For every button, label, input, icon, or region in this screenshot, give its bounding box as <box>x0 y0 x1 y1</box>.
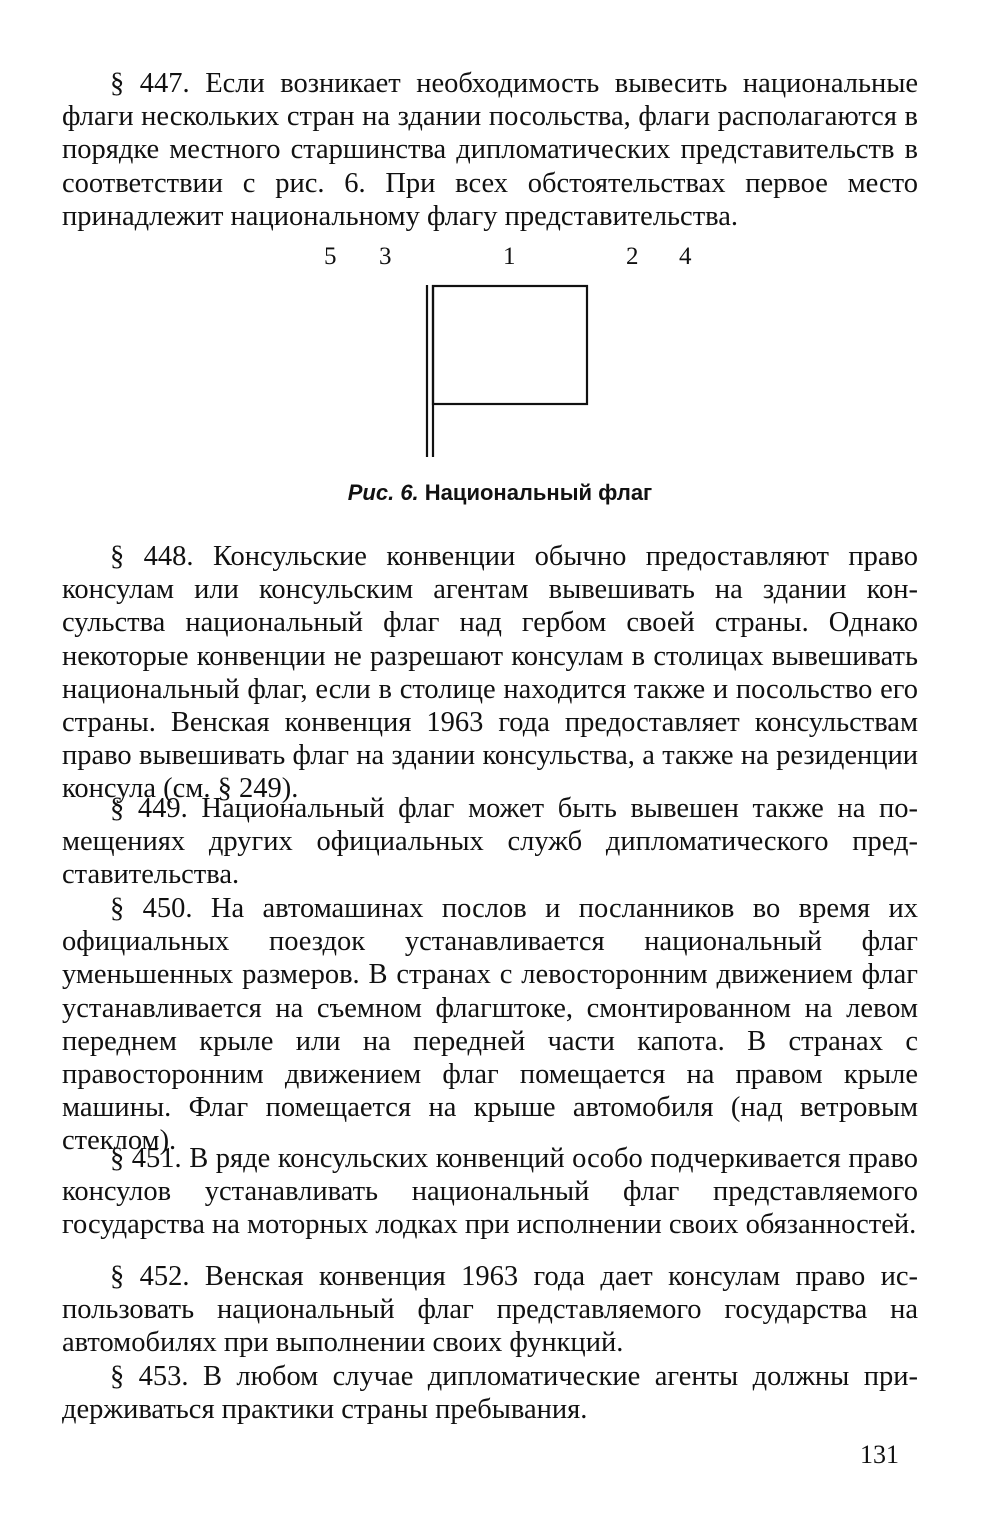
flag-position-3: 3 <box>379 243 392 270</box>
caption-label: Рис. 6. <box>347 480 419 505</box>
flag-position-4: 4 <box>679 243 692 270</box>
paragraph-447: § 447. Если возникает необходимость вывесить национальные флаги нескольких стран на здании посольства, флаги располагаются в порядке местного старшинства дипломатических представительств в соответствии с рис. 6. При всех обстоятельствах первое место принадлежит национальному флагу представительства. <box>62 68 918 232</box>
flag-icon <box>420 283 600 459</box>
paragraph-450: § 450. На автомашинах послов и посланников во время их официальных поездок устанавливается национальный флаг уменьшенных размеров. В странах с левосторонним движением флаг устанавливается на съемном флагштоке, смонтированном на левом переднем крыле или на передней части капота. В странах с правосторонним движением флаг помещается на правом крыле машины. Флаг помещается на крыше автомобиля (над ветровым стеклом). <box>62 893 918 1157</box>
figure-caption <box>0 480 1000 506</box>
paragraph-449: § 449. Национальный флаг может быть вывешен также на помещениях других официальных служб дипломатического представительства. <box>62 793 918 891</box>
flag-position-1: 1 <box>503 243 516 270</box>
flag-cloth <box>433 286 587 404</box>
flag-position-2: 2 <box>626 243 639 270</box>
flag-position-5: 5 <box>324 243 337 270</box>
paragraph-448: § 448. Консульские конвенции обычно предоставляют право консулам или консульским агентам вывешивать на здании консульства национальный флаг над гербом своей страны. Однако некоторые конвенции не разрешают консулам в столицах вывешивать национальный флаг, если в столице находится также и посольство его страны. Венская конвенция 1963 года предоставляет консульствам право вывешивать флаг на здании консульства, а также на резиденции консула (см. § 249). <box>62 541 918 805</box>
figure-national-flag <box>0 0 1000 520</box>
paragraph-451: § 451. В ряде консульских конвенций особо подчеркивается право консулов устанавливать национальный флаг представляемого государства на моторных лодках при исполнении своих обязанностей. <box>62 1143 918 1241</box>
paragraph-452: § 452. Венская конвенция 1963 года дает консулам право использовать национальный флаг представляемого государства на автомобилях при выполнении своих функций. <box>62 1261 918 1359</box>
paragraph-453: § 453. В любом случае дипломатические агенты должны придерживаться практики страны пребывания. <box>62 1361 918 1426</box>
page-number: 131 <box>860 1440 899 1469</box>
caption-text: Национальный флаг <box>424 480 653 505</box>
